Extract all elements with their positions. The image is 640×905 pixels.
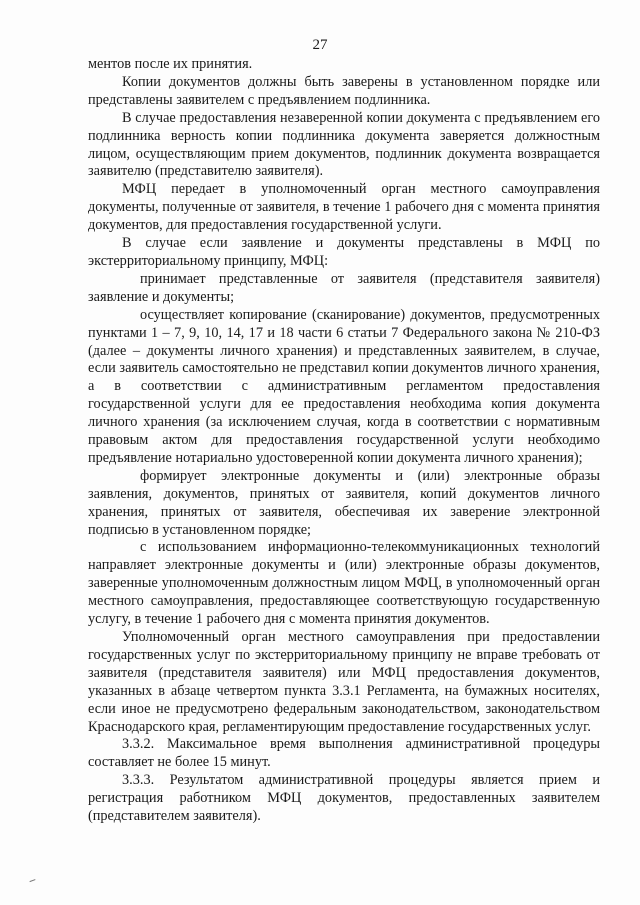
scan-mark	[29, 879, 36, 885]
paragraph-uncertified-copy: В случае предоставления незаверенной копии документа с предъявлением его подлинника верность копии подлинника документа заверяется должностным лицом, осуществляющим прием документов, подлинник документа возвращается заявителю (представителю заявителя).	[88, 109, 600, 180]
paragraph-authority-not-require: Уполномоченный орган местного самоуправления при предоставлении государственных услуг по экстерриториальному принципу не вправе требовать от заявителя (представителя заявителя) или МФЦ предоставления документов, указанных в абзаце четвертом пункта 3.3.1 Регламента, на бумажных носителях, если иное не предусмотрено федеральным законодательством, законодательством Краснодарского края, регламентирующим предоставление государственных услуг.	[88, 629, 600, 735]
paragraph-sends-electronic: с использованием информационно-телекоммуникационных технологий направляет электронные документы и (или) электронные образы документов, заверенные уполномоченным должностным лицом МФЦ, в уполномоченный орган местного самоуправления, предоставляющее соответствующую государственную услугу, в течение 1 рабочего дня с момента принятия документов.	[88, 539, 600, 628]
paragraph-3-3-2: 3.3.2. Максимальное время выполнения административной процедуры составляет не более 15 минут.	[88, 736, 600, 771]
document-body	[88, 56, 600, 826]
paragraph-extraterritorial: В случае если заявление и документы представлены в МФЦ по экстерриториальному принципу, МФЦ:	[88, 235, 600, 269]
paragraph-accepts: принимает представленные от заявителя (представителя заявителя) заявление и документы;	[88, 270, 600, 305]
paragraph-mfc-transfers: МФЦ передает в уполномоченный орган местного самоуправления документы, полученные от заявителя, в течение 1 рабочего дня с момента принятия документов, для предоставления государственной услуги.	[88, 181, 600, 234]
paragraph-copies-certified: Копии документов должны быть заверены в установленном порядке или представлены заявителем с предъявлением подлинника.	[88, 73, 600, 108]
paragraph-forms-electronic: формирует электронные документы и (или) электронные образы заявления, документов, принятых от заявителя, копий документов личного хранения, принятых от заявителя, обеспечивая их заверение электронной подписью в установленном порядке;	[88, 467, 600, 538]
page-number: 27	[312, 37, 328, 53]
paragraph-copies-scans: осуществляет копирование (сканирование) документов, предусмотренных пунктами 1 – 7, 9, 10, 14, 17 и 18 части 6 статьи 7 Федерального закона № 210-ФЗ (далее – документы личного хранения) и представленных заявителем, в случае, если заявитель самостоятельно не представил копии документов личного хранения, а в соответствии с административным регламентом предоставления государственной услуги для ее предоставления необходима копия документа личного хранения (за исключением случая, когда в соответствии с нормативным правовым актом для предоставления государственной услуги необходимо предъявление нотариально удостоверенной копии документа личного хранения);	[88, 306, 600, 466]
paragraph-continuation: ментов после их принятия.	[88, 56, 253, 72]
paragraph-3-3-3: 3.3.3. Результатом административной процедуры является прием и регистрация работником МФЦ документов, предоставленных заявителем (представителем заявителя).	[88, 772, 600, 825]
